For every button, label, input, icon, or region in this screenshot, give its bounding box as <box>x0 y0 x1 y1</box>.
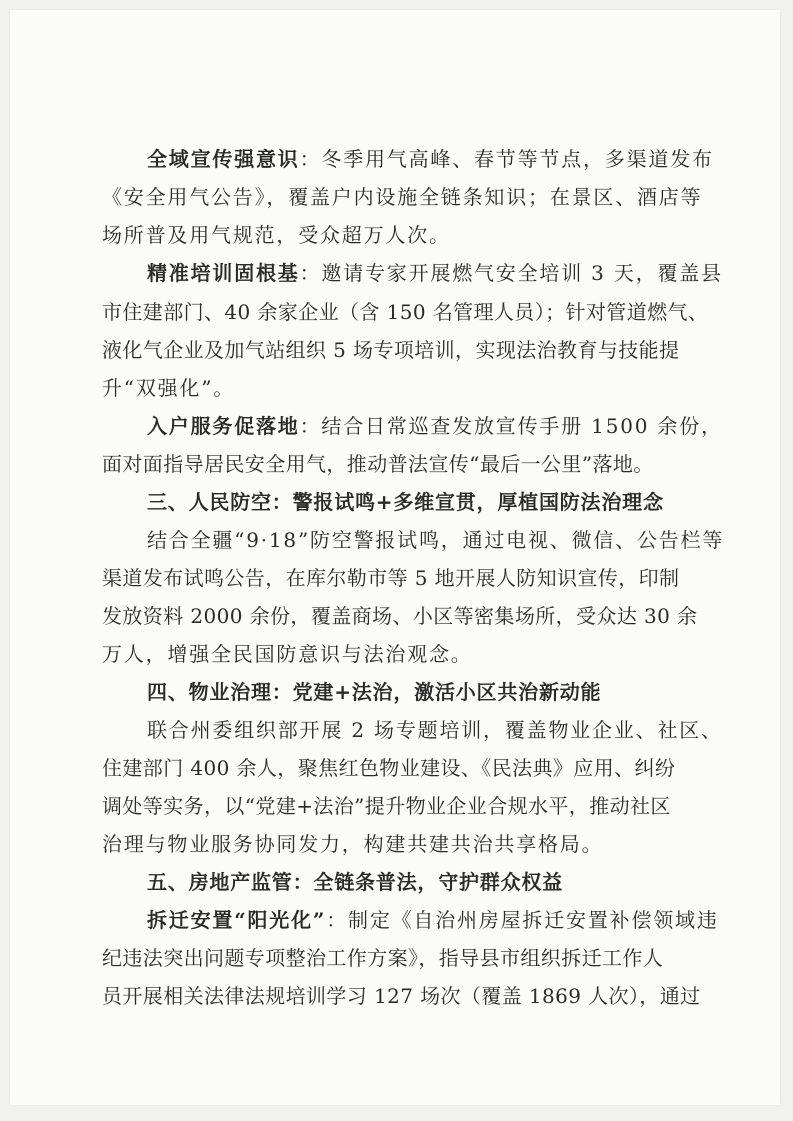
paragraph-lead: 入户服务促落地 <box>147 414 300 438</box>
paragraph-line <box>147 414 723 438</box>
paragraph-line: 升“双强化”。 <box>102 376 236 400</box>
paragraph-line: 联合州委组织部开展 2 场专题培训，覆盖物业企业、社区、 <box>147 718 723 742</box>
paragraph-lead: 精准培训固根基 <box>147 261 300 285</box>
paragraph-line: 液化气企业及加气站组织 5 场专项培训，实现法治教育与技能提 <box>102 338 680 362</box>
document-body <box>10 10 780 1105</box>
paragraph-lead: 拆迁安置“阳光化” <box>147 908 327 932</box>
paragraph-line: 场所普及用气规范，受众超万人次。 <box>102 223 451 247</box>
paragraph-line: 《安全用气公告》，覆盖户内设施全链条知识；在景区、酒店等 <box>102 185 703 209</box>
paragraph-text: ：制定《自治州房屋拆迁安置补偿领域违 <box>326 908 719 932</box>
paragraph-line: 发放资料 2000 余份，覆盖商场、小区等密集场所，受众达 30 余 <box>102 604 698 628</box>
paragraph-line: 治理与物业服务协同发力，构建共建共治共享格局。 <box>102 832 604 856</box>
paragraph-line <box>147 261 723 285</box>
section-heading: 五、房地产监管：全链条普法，守护群众权益 <box>147 870 563 894</box>
paragraph-line: 住建部门 400 余人，聚焦红色物业建设、《民法典》应用、纠纷 <box>102 756 676 780</box>
paragraph-line: 纪违法突出问题专项整治工作方案》，指导县市组织拆迁工作人 <box>102 946 664 970</box>
section-heading: 四、物业治理：党建+法治，激活小区共治新动能 <box>147 680 602 704</box>
paragraph-line: 面对面指导居民安全用气，推动普法宣传“最后一公里”落地。 <box>102 452 654 476</box>
paragraph-lead: 全域宣传强意识 <box>147 147 300 171</box>
paragraph-line: 员开展相关法律法规培训学习 127 场次（覆盖 1869 人次），通过 <box>102 984 701 1008</box>
paragraph-line <box>147 147 714 171</box>
paragraph-line <box>147 908 719 932</box>
paragraph-line: 渠道发布试鸣公告，在库尔勒市等 5 地开展人防知识宣传，印制 <box>102 566 680 590</box>
paragraph-text: ：冬季用气高峰、春节等节点，多渠道发布 <box>299 147 714 171</box>
paragraph-line: 市住建部门、40 余家企业（含 150 名管理人员）；针对管道燃气、 <box>102 300 709 324</box>
paragraph-text: ：结合日常巡查发放宣传手册 1500 余份， <box>299 414 723 438</box>
section-heading: 三、人民防空：警报试鸣+多维宣贯，厚植国防法治理念 <box>147 490 664 514</box>
paragraph-line: 调处等实务，以“党建+法治”提升物业企业合规水平，推动社区 <box>102 794 671 818</box>
paragraph-line: 万人，增强全民国防意识与法治观念。 <box>102 642 473 666</box>
paragraph-line: 结合全疆“9·18”防空警报试鸣，通过电视、微信、公告栏等 <box>147 528 725 552</box>
document-page <box>10 10 780 1105</box>
paragraph-text: ：邀请专家开展燃气安全培训 3 天，覆盖县 <box>299 261 723 285</box>
